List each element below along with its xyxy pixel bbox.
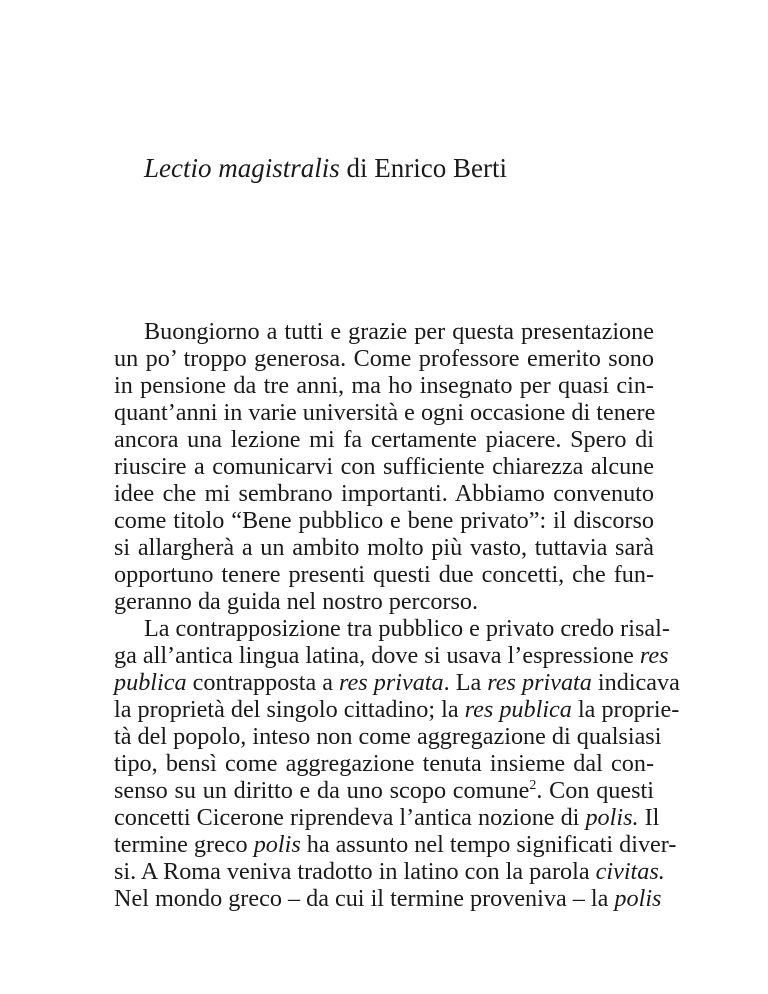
text-run: Buongiorno a tutti e grazie per questa presentazione xyxy=(144,318,654,345)
text-run: si allargherà a un ambito molto più vasto, tuttavia sarà xyxy=(114,534,654,561)
text-run: ga all’antica lingua latina, dove si usava l’espressione xyxy=(114,642,640,669)
text-run: un po’ troppo generosa. Come professore emerito sono xyxy=(114,345,654,372)
text-line xyxy=(114,372,654,399)
text-run: la proprie- xyxy=(571,696,680,723)
text-run: . La xyxy=(443,669,488,696)
text-line xyxy=(114,858,665,885)
italic-term: polis xyxy=(253,831,301,858)
italic-term: polis xyxy=(614,885,662,912)
text-line xyxy=(114,750,654,777)
text-run: opportuno tenere presenti questi due concetti, che fun- xyxy=(114,561,654,588)
text-line xyxy=(114,399,654,426)
text-line xyxy=(114,804,660,831)
text-run: termine greco xyxy=(114,831,254,858)
text-line xyxy=(114,345,654,372)
italic-term: res xyxy=(639,642,669,669)
text-line xyxy=(114,561,654,588)
text-line xyxy=(114,534,654,561)
text-line xyxy=(114,426,654,453)
text-run: La contrapposizione tra pubblico e privato credo risal- xyxy=(144,615,670,642)
text-line xyxy=(114,669,680,696)
text-run: idee che mi sembrano importanti. Abbiamo convenuto xyxy=(114,480,654,507)
text-line xyxy=(144,615,670,642)
text-run: tà del popolo, inteso non come aggregazione di qualsiasi xyxy=(114,723,662,750)
italic-term: civitas. xyxy=(595,858,665,885)
italic-term: publica xyxy=(114,669,187,696)
italic-term: res publica xyxy=(464,696,572,723)
text-line xyxy=(144,318,654,345)
text-run: come titolo “Bene pubblico e bene privato”: il discorso xyxy=(114,507,654,534)
text-line xyxy=(114,831,677,858)
text-line xyxy=(114,453,654,480)
text-line xyxy=(114,696,680,723)
text-run: Il xyxy=(638,804,660,831)
text-run: senso su un diritto e da uno scopo comune xyxy=(114,777,530,804)
text-run: in pensione da tre anni, ma ho insegnato per quasi cin- xyxy=(114,372,654,399)
text-line xyxy=(114,777,654,804)
text-line xyxy=(114,723,662,750)
text-line xyxy=(114,588,654,615)
text-run: tipo, bensì come aggregazione tenuta insieme dal con- xyxy=(114,750,654,777)
text-line xyxy=(114,642,669,669)
text-run: ancora una lezione mi fa certamente piacere. Spero di xyxy=(114,426,654,453)
chapter-title-italic: Lectio magistralis xyxy=(144,153,340,183)
text-run: quant’anni in varie università e ogni occasione di tenere xyxy=(114,399,656,426)
text-run: indicava xyxy=(591,669,680,696)
text-run: concetti Cicerone riprendeva l’antica nozione di xyxy=(114,804,586,831)
italic-term: res privata xyxy=(487,669,592,696)
italic-term: res privata xyxy=(339,669,444,696)
text-run: riuscire a comunicarvi con sufficiente chiarezza alcune xyxy=(114,453,654,480)
text-run: la proprietà del singolo cittadino; la xyxy=(114,696,465,723)
text-run: . Con questi xyxy=(536,777,654,804)
italic-term: polis. xyxy=(585,804,639,831)
text-run: geranno da guida nel nostro percorso. xyxy=(114,588,479,615)
chapter-title-rest: di Enrico Berti xyxy=(339,153,507,183)
text-line xyxy=(114,507,654,534)
text-line xyxy=(114,480,654,507)
text-run: contrapposta a xyxy=(186,669,340,696)
footnote-ref: 2 xyxy=(529,778,537,793)
text-line xyxy=(114,885,662,912)
chapter-title xyxy=(144,150,507,186)
text-run: si. A Roma veniva tradotto in latino con la parola xyxy=(114,858,596,885)
text-run: Nel mondo greco – da cui il termine proveniva – la xyxy=(114,885,615,912)
text-run: ha assunto nel tempo significati diver- xyxy=(300,831,677,858)
